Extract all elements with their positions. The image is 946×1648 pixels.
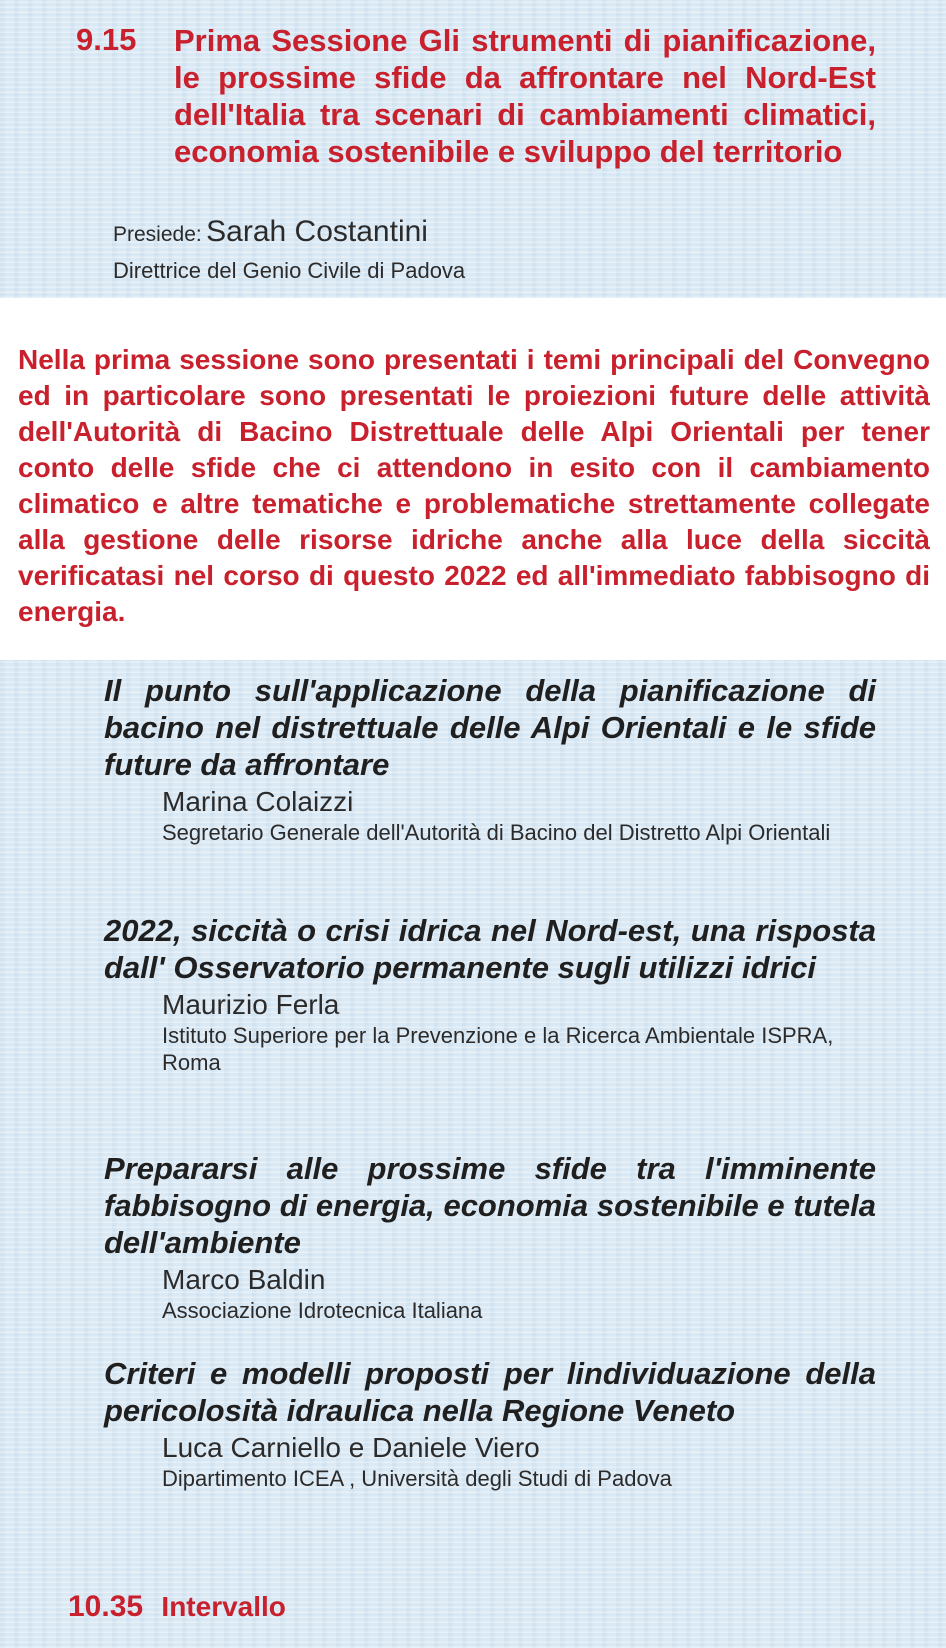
break-entry <box>68 1590 286 1624</box>
break-label: Intervallo <box>161 1591 286 1622</box>
talk-title: Prepararsi alle prossime sfide tra l'imminente fabbisogno di energia, economia sostenibile e tutela dell'ambiente <box>104 1151 876 1260</box>
talk-speaker: Marina Colaizzi <box>162 786 354 817</box>
session-intro: Nella prima sessione sono presentati i temi principali del Convegno ed in particolare sono presentati le proiezioni future delle attività dell'Autorità di Bacino Distrettuale delle Alpi Orientali per tener conto delle sfide che ci attendono in esito con il cambiamento climatico e altre tematiche e problematiche strettamente collegate alla gestione delle risorse idriche anche alla luce della siccità verificatasi nel corso di questo 2022 ed all'immediato fabbisogno di energia. <box>18 344 930 627</box>
talk-item <box>104 1150 876 1324</box>
break-time: 10.35 <box>68 1590 144 1623</box>
session-chair <box>113 215 428 249</box>
talk-item <box>104 1355 876 1492</box>
talk-item <box>104 912 876 1076</box>
talk-item <box>104 672 876 846</box>
talk-title: Il punto sull'applicazione della pianificazione di bacino nel distrettuale delle Alpi Orientali e le sfide future da affrontare <box>104 673 876 782</box>
talk-speaker: Luca Carniello e Daniele Viero <box>162 1432 540 1463</box>
talk-affiliation: Associazione Idrotecnica Italiana <box>162 1298 483 1323</box>
session-time: 9.15 <box>76 22 137 57</box>
chair-role: Direttrice del Genio Civile di Padova <box>113 258 466 283</box>
chair-name: Sarah Costantini <box>206 215 428 248</box>
talk-title: 2022, siccità o crisi idrica nel Nord-est, una risposta dall' Osservatorio permanente sugli utilizzi idrici <box>104 913 876 985</box>
talk-affiliation: Dipartimento ICEA , Università degli Studi di Padova <box>162 1466 672 1491</box>
talk-title: Criteri e modelli proposti per lindividuazione della pericolosità idraulica nella Regione Veneto <box>104 1356 876 1428</box>
chair-label: Presiede: <box>113 223 202 246</box>
talk-affiliation: Segretario Generale dell'Autorità di Bacino del Distretto Alpi Orientali <box>162 820 831 845</box>
session-title: Prima Sessione Gli strumenti di pianificazione, le prossime sfide da affrontare nel Nord-Est dell'Italia tra scenari di cambiamenti climatici, economia sostenibile e sviluppo del territorio <box>174 23 876 169</box>
talk-affiliation: Istituto Superiore per la Prevenzione e la Ricerca Ambientale ISPRA, Roma <box>162 1023 834 1075</box>
talk-speaker: Maurizio Ferla <box>162 989 340 1020</box>
talk-speaker: Marco Baldin <box>162 1264 326 1295</box>
